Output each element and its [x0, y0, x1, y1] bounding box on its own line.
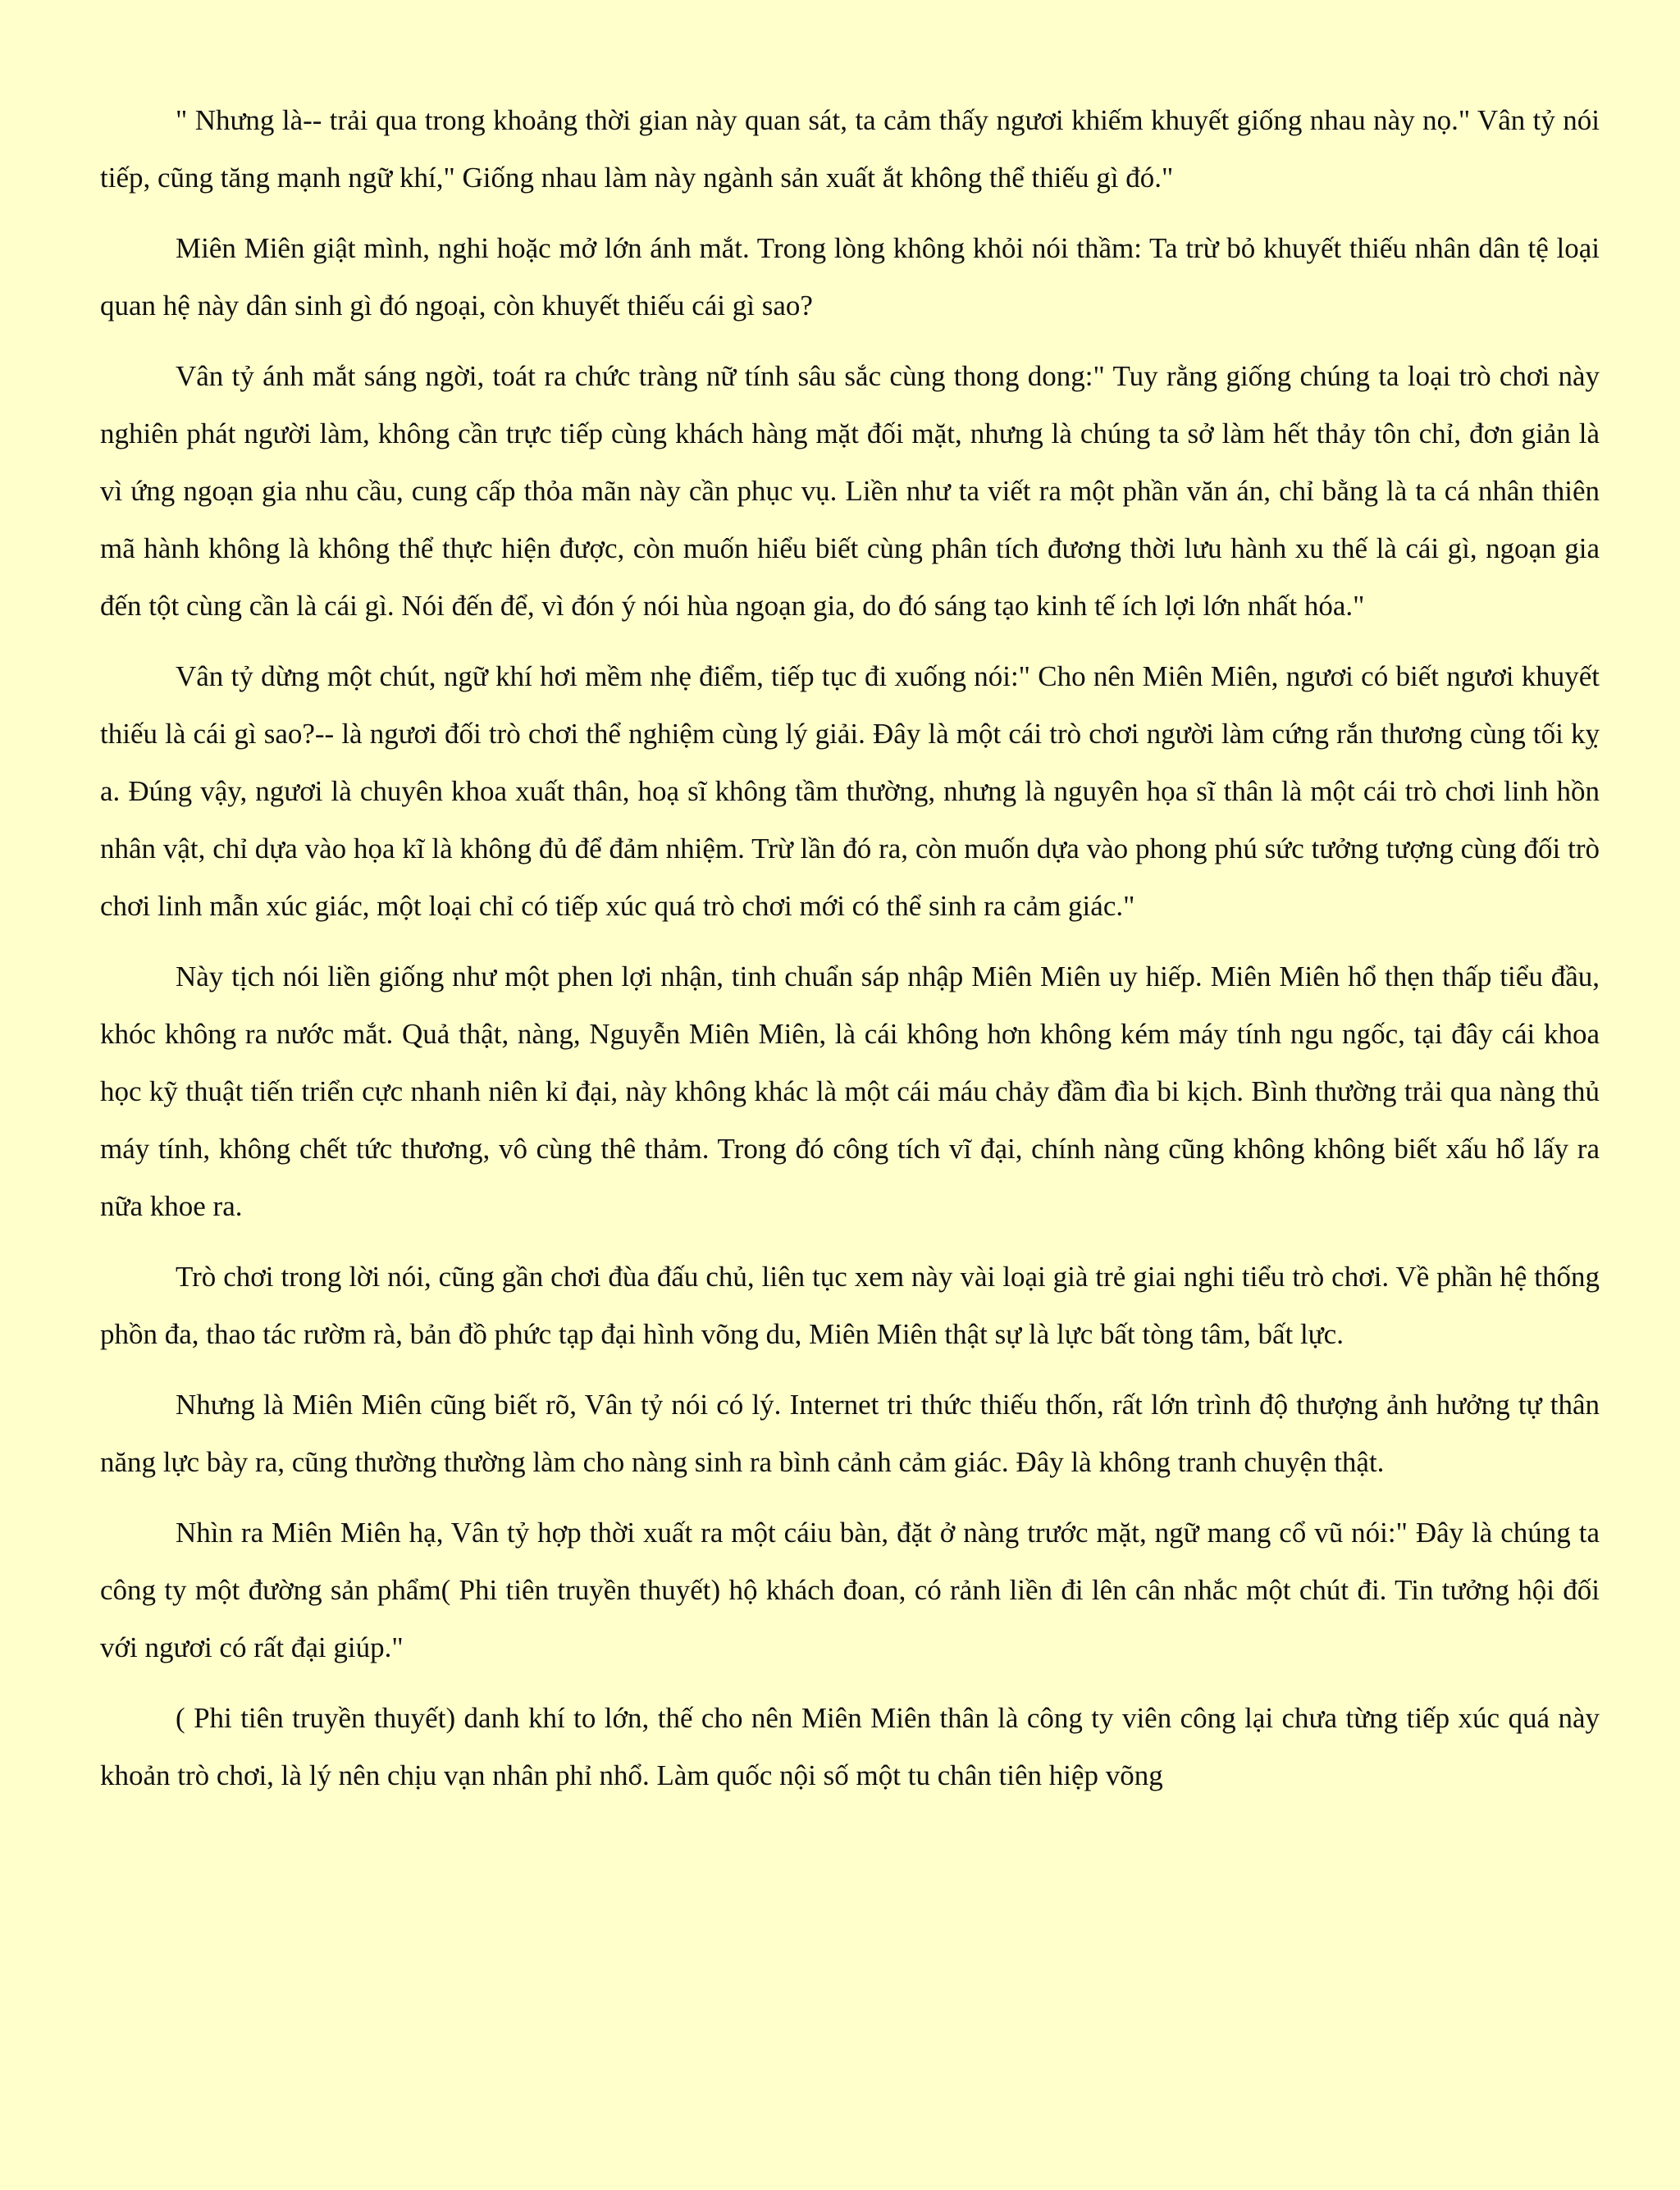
paragraph: Nhưng là Miên Miên cũng biết rõ, Vân tỷ nói có lý. Internet tri thức thiếu thốn, rất lớn trình độ thượng ảnh hưởng tự thân năng lực bày ra, cũng thường thường làm cho nàng sinh ra bình cảnh cảm giác. Đây là không tranh chuyện thật. [100, 1389, 1600, 1478]
paragraph: ( Phi tiên truyền thuyết) danh khí to lớn, thế cho nên Miên Miên thân là công ty viên công lại chưa từng tiếp xúc quá này khoản trò chơi, là lý nên chịu vạn nhân phỉ nhổ. Làm quốc nội số một tu chân tiên hiệp võng [100, 1702, 1600, 1791]
paragraph: Trò chơi trong lời nói, cũng gần chơi đùa đấu chủ, liên tục xem này vài loại già trẻ giai nghi tiểu trò chơi. Về phần hệ thống phồn đa, thao tác rườm rà, bản đồ phức tạp đại hình võng du, Miên Miên thật sự là lực bất tòng tâm, bất lực. [100, 1261, 1600, 1350]
paragraph: " Nhưng là-- trải qua trong khoảng thời gian này quan sát, ta cảm thấy ngươi khiếm khuyết giống nhau này nọ." Vân tỷ nói tiếp, cũng tăng mạnh ngữ khí," Giống nhau làm này ngành sản xuất ắt không thể thiếu gì đó." [100, 104, 1600, 194]
paragraph: Vân tỷ dừng một chút, ngữ khí hơi mềm nhẹ điểm, tiếp tục đi xuống nói:" Cho nên Miên Miên, ngươi có biết ngươi khuyết thiếu là cái gì sao?-- là ngươi đối trò chơi thể nghiệm cùng lý giải. Đây là một cái trò chơi người làm cứng rắn thương cùng tối kỵ a. Đúng vậy, ngươi là chuyên khoa xuất thân, hoạ sĩ không tầm thường, nhưng là nguyên họa sĩ thân là một cái trò chơi linh hồn nhân vật, chỉ dựa vào họa kĩ là không đủ để đảm nhiệm. Trừ lần đó ra, còn muốn dựa vào phong phú sức tưởng tượng cùng đối trò chơi linh mẫn xúc giác, một loại chỉ có tiếp xúc quá trò chơi mới có thể sinh ra cảm giác." [100, 660, 1600, 922]
paragraph: Nhìn ra Miên Miên hạ, Vân tỷ hợp thời xuất ra một cáiu bàn, đặt ở nàng trước mặt, ngữ mang cổ vũ nói:" Đây là chúng ta công ty một đường sản phẩm( Phi tiên truyền thuyết) hộ khách đoan, có rảnh liền đi lên cân nhắc một chút đi. Tin tưởng hội đối với ngươi có rất đại giúp." [100, 1517, 1600, 1663]
paragraph: Miên Miên giật mình, nghi hoặc mở lớn ánh mắt. Trong lòng không khỏi nói thầm: Ta trừ bỏ khuyết thiếu nhân dân tệ loại quan hệ này dân sinh gì đó ngoại, còn khuyết thiếu cái gì sao? [100, 232, 1600, 322]
paragraph: Này tịch nói liền giống như một phen lợi nhận, tinh chuẩn sáp nhập Miên Miên uy hiếp. Miên Miên hổ thẹn thấp tiểu đầu, khóc không ra nước mắt. Quả thật, nàng, Nguyễn Miên Miên, là cái không hơn không kém máy tính ngu ngốc, tại đây cái khoa học kỹ thuật tiến triển cực nhanh niên kỉ đại, này không khác là một cái máu chảy đầm đìa bi kịch. Bình thường trải qua nàng thủ máy tính, không chết tức thương, vô cùng thê thảm. Trong đó công tích vĩ đại, chính nàng cũng không không biết xấu hổ lấy ra nữa khoe ra. [100, 960, 1600, 1222]
document-body [100, 92, 1600, 1818]
paragraph: Vân tỷ ánh mắt sáng ngời, toát ra chức tràng nữ tính sâu sắc cùng thong dong:" Tuy rằng giống chúng ta loại trò chơi này nghiên phát người làm, không cần trực tiếp cùng khách hàng mặt đối mặt, nhưng là chúng ta sở làm hết thảy tôn chỉ, đơn giản là vì ứng ngoạn gia nhu cầu, cung cấp thỏa mãn này cần phục vụ. Liền như ta viết ra một phần văn án, chỉ bằng là ta cá nhân thiên mã hành không là không thể thực hiện được, còn muốn hiểu biết cùng phân tích đương thời lưu hành xu thế là cái gì, ngoạn gia đến tột cùng cần là cái gì. Nói đến để, vì đón ý nói hùa ngoạn gia, do đó sáng tạo kinh tế ích lợi lớn nhất hóa." [100, 360, 1600, 622]
